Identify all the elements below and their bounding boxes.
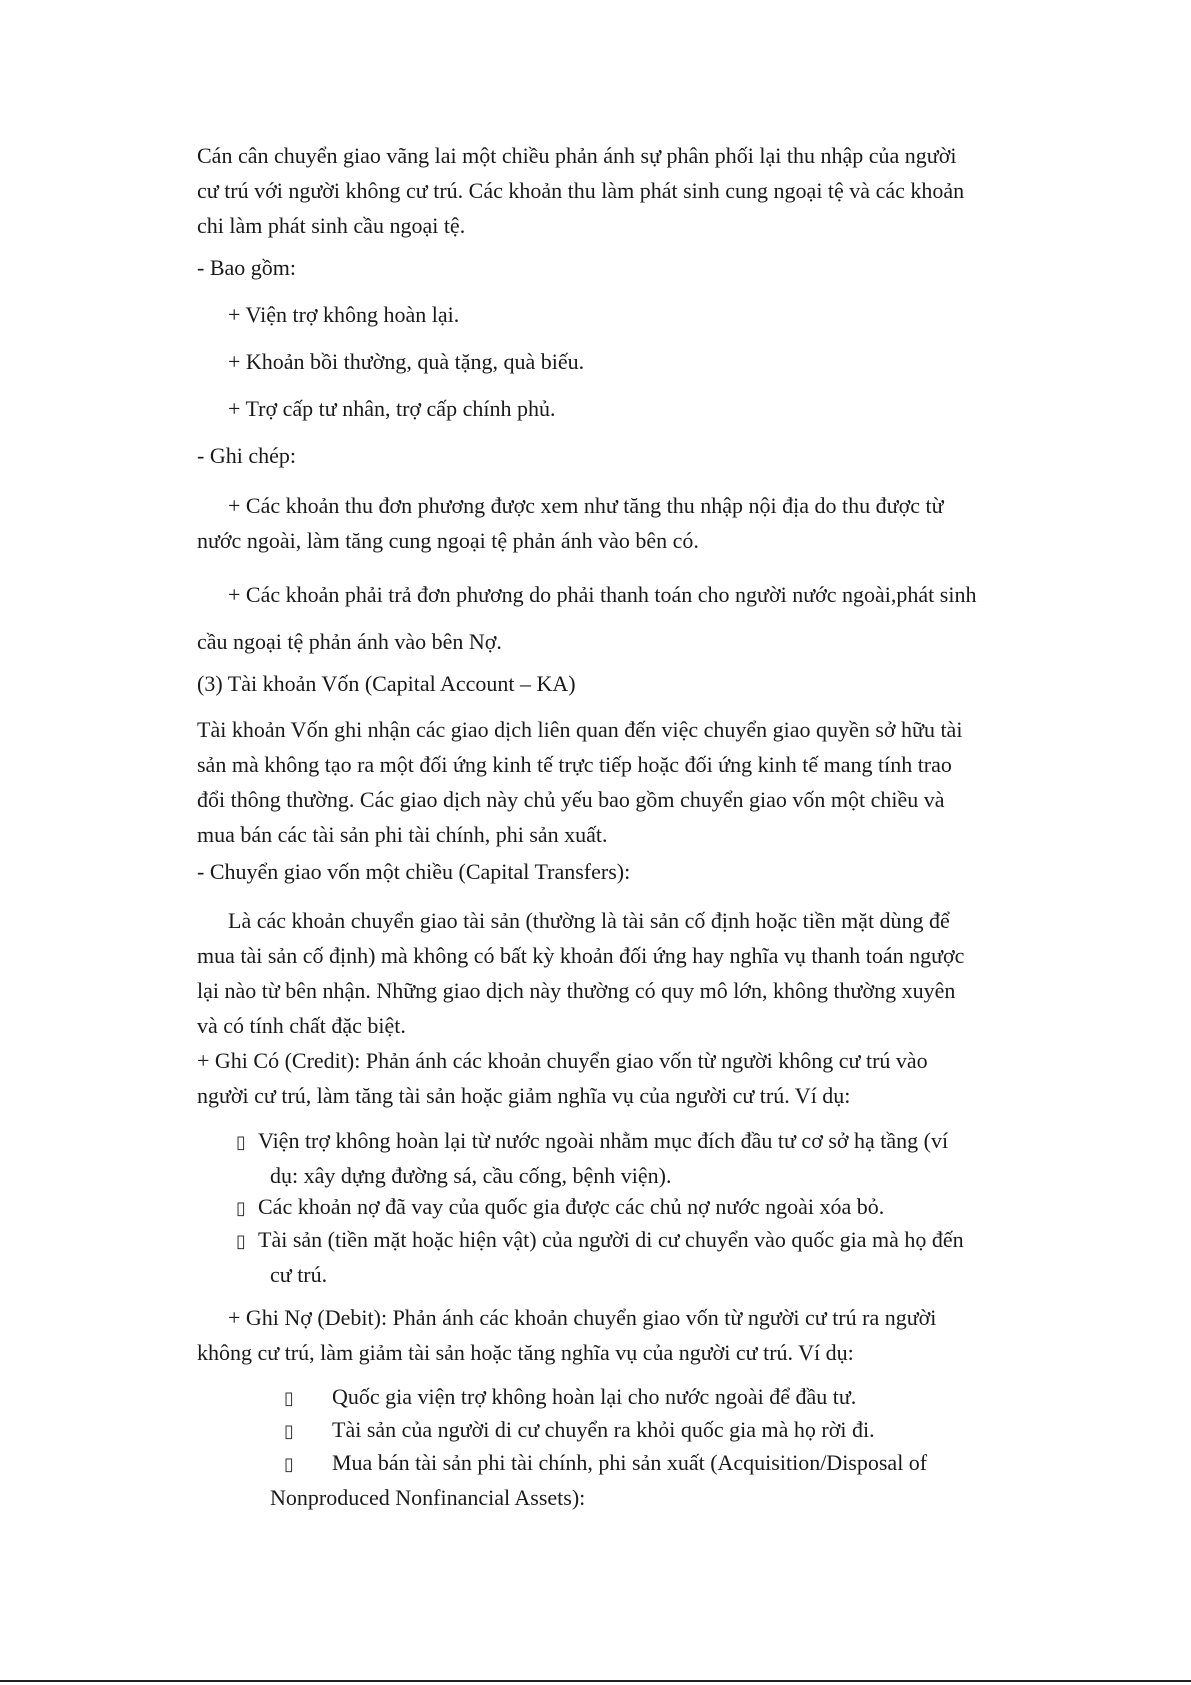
paragraph-capital-account [197,712,1117,852]
list-item [236,1190,884,1225]
text-line: - Chuyển giao vốn một chiều (Capital Transfers): [197,859,631,884]
paragraph-ghi-chep-2 [197,571,1117,665]
bao-gom-item [228,297,459,332]
text-line: cư trú. [270,1262,328,1287]
text-line: Tài khoản Vốn ghi nhận các giao dịch liên quan đến việc chuyển giao quyền sở hữu tài [197,717,963,742]
list-item [236,1223,964,1291]
text-line: Tài sản (tiền mặt hoặc hiện vật) của người di cư chuyển vào quốc gia mà họ đến [258,1227,964,1252]
text-line: đổi thông thường. Các giao dịch này chủ yếu bao gồm chuyển giao vốn một chiều và [197,787,945,812]
list-item [270,1446,927,1514]
paragraph-capital-transfers [197,903,1117,1043]
text-line: + Các khoản phải trả đơn phương do phải thanh toán cho người nước ngoài,phát sinh [228,582,977,607]
bullet-icon: ▯ [284,1454,294,1474]
bullet-icon: ▯ [284,1421,294,1441]
heading-ghi-chep [197,438,1117,473]
bullet-icon: ▯ [284,1388,294,1408]
text-line: + Viện trợ không hoàn lại. [228,302,460,327]
heading-capital-transfers [197,854,1117,889]
bao-gom-item [228,391,555,426]
text-line: dụ: xây dựng đường sá, cầu cống, bệnh viện). [270,1163,672,1188]
list-item [284,1413,875,1448]
text-line: - Bao gồm: [197,255,296,280]
text-line: Nonproduced Nonfinancial Assets): [270,1485,586,1510]
text-line: cầu ngoại tệ phản ánh vào bên Nợ. [197,629,502,654]
text-line: Mua bán tài sản phi tài chính, phi sản xuất (Acquisition/Disposal of [332,1450,928,1475]
bullet-icon: ▯ [236,1132,246,1152]
paragraph-credit [197,1043,1117,1113]
text-line: + Trợ cấp tư nhân, trợ cấp chính phủ. [228,396,556,421]
text-line: Các khoản nợ đã vay của quốc gia được các chủ nợ nước ngoài xóa bỏ. [258,1194,885,1219]
text-line: Quốc gia viện trợ không hoàn lại cho nước ngoài để đầu tư. [332,1384,857,1409]
text-line: mua tài sản cố định) mà không có bất kỳ khoản đối ứng hay nghĩa vụ thanh toán ngược [197,943,965,968]
paragraph-ghi-chep-1 [197,488,1117,558]
text-line: và có tính chất đặc biệt. [197,1013,406,1038]
section-heading-capital-account [197,666,1117,701]
text-line: cư trú với người không cư trú. Các khoản thu làm phát sinh cung ngoại tệ và các khoản [197,178,965,203]
text-line: + Ghi Có (Credit): Phản ánh các khoản chuyển giao vốn từ người không cư trú vào [197,1048,928,1073]
paragraph-current-transfers [197,138,1117,243]
bullet-icon: ▯ [236,1198,246,1218]
list-item [236,1124,948,1192]
paragraph-debit [197,1300,1117,1370]
heading-bao-gom [197,250,1117,285]
text-line: không cư trú, làm giảm tài sản hoặc tăng nghĩa vụ của người cư trú. Ví dụ: [197,1340,854,1365]
list-item [284,1380,856,1415]
text-line: - Ghi chép: [197,443,296,468]
text-line: + Các khoản thu đơn phương được xem như tăng thu nhập nội địa do thu được từ [228,493,944,518]
page-bottom-rule [0,1680,1191,1682]
text-line: (3) Tài khoản Vốn (Capital Account – KA) [197,671,576,696]
text-line: + Khoản bồi thường, quà tặng, quà biếu. [228,349,585,374]
text-line: Tài sản của người di cư chuyển ra khỏi quốc gia mà họ rời đi. [332,1417,875,1442]
text-line: + Ghi Nợ (Debit): Phản ánh các khoản chuyển giao vốn từ người cư trú ra người [228,1305,937,1330]
text-line: Cán cân chuyển giao vãng lai một chiều phản ánh sự phân phối lại thu nhập của người [197,143,957,168]
text-line: Là các khoản chuyển giao tài sản (thường là tài sản cố định hoặc tiền mặt dùng để [228,908,950,933]
text-line: người cư trú, làm tăng tài sản hoặc giảm nghĩa vụ của người cư trú. Ví dụ: [197,1083,851,1108]
text-line: lại nào từ bên nhận. Những giao dịch này thường có quy mô lớn, không thường xuyên [197,978,956,1003]
text-line: nước ngoài, làm tăng cung ngoại tệ phản ánh vào bên có. [197,528,699,553]
bullet-icon: ▯ [236,1231,246,1251]
text-line: chi làm phát sinh cầu ngoại tệ. [197,213,466,238]
text-line: Viện trợ không hoàn lại từ nước ngoài nhằm mục đích đầu tư cơ sở hạ tầng (ví [258,1128,949,1153]
bao-gom-item [228,344,584,379]
text-line: sản mà không tạo ra một đối ứng kinh tế trực tiếp hoặc đối ứng kinh tế mang tính trao [197,752,952,777]
text-line: mua bán các tài sản phi tài chính, phi sản xuất. [197,822,608,847]
